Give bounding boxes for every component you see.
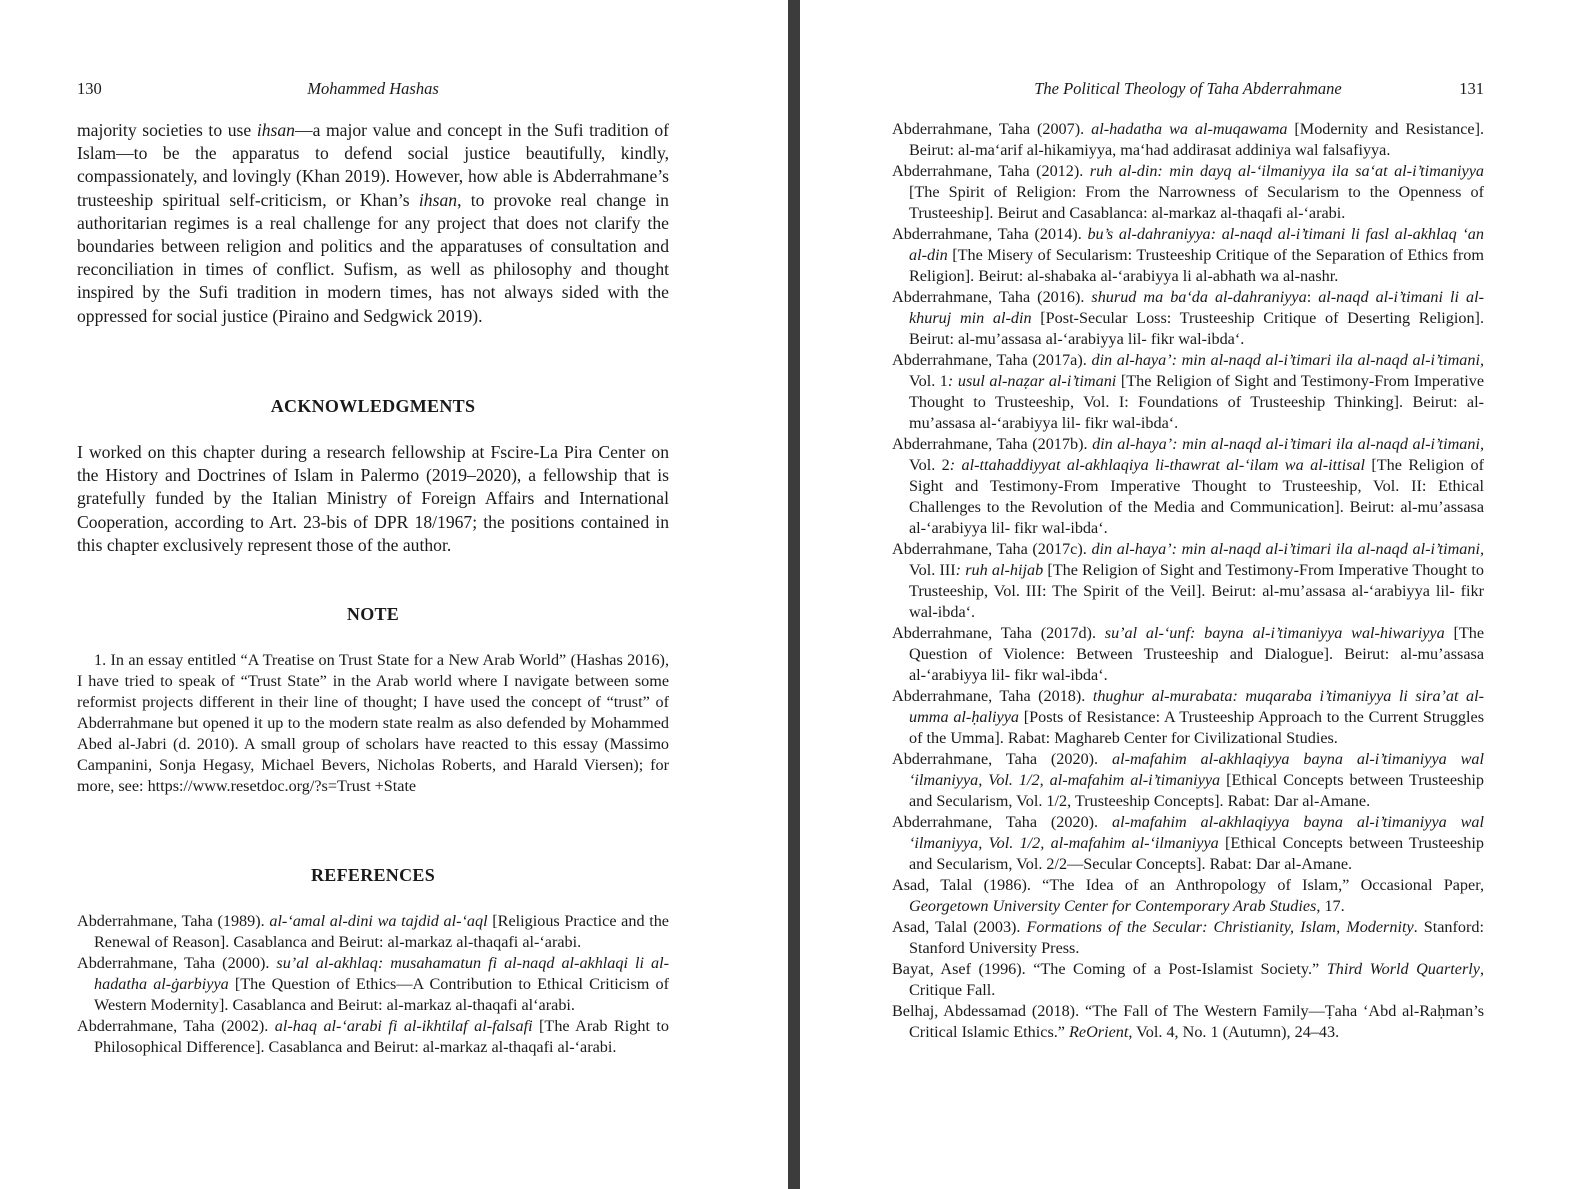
right-running-head: The Political Theology of Taha Abderrahmane <box>1034 79 1342 98</box>
reference-entry: Bayat, Asef (1996). “The Coming of a Post-Islamist Society.” Third World Quarterly, Critique Fall. <box>892 960 1484 999</box>
note-heading: NOTE <box>346 604 400 624</box>
continuation-paragraph: majority societies to use ihsan—a major value and concept in the Sufi tradition of Islam—to be the apparatus to defend social justice beautifully, kindly, compassionately, and lovingly (Khan 2019). However, how able is Abderrahmane’s trusteeship spiritual self-criticism, or Khan’s ihsan, to provoke real change in authoritarian regimes is a real challenge for any project that does not clarify the boundaries between religion and politics and the apparatuses of consultation and reconciliation in times of conflict. Sufism, as well as philosophy and thought inspired by the Sufi tradition in modern times, has not always sided with the oppressed for social justice (Piraino and Sedgwick 2019). <box>77 120 669 326</box>
reference-entry: Abderrahmane, Taha (2020). al-mafahim al-akhlaqiyya bayna al-i’timaniyya wal ‘ilmaniyya, Vol. 1/2, al-mafahim al-i’timaniyya [Ethical Concepts between Trusteeship and Secularism, Vol. 1/2, Trusteeship Concepts]. Rabat: Dar al-Amane. <box>892 750 1485 810</box>
reference-entry: Abderrahmane, Taha (2017a). din al-haya’: min al-naqd al-i’timari ila al-naqd al-i’timani, Vol. 1: usul al-naẓar al-i’timani [The Religion of Sight and Testimony-From Imperative Thought to Trusteeship, Vol. I: Foundations of Trusteeship Thinking]. Beirut: al-mu’assasa al-‘arabiyya lil- fikr wal-ibda‘. <box>892 351 1485 432</box>
italic-title: din al-haya’: min al-naqd al-i’timari ila al-naqd al-i’timani, <box>1092 435 1484 453</box>
left-running-head: Mohammed Hashas <box>307 79 439 98</box>
italic-title: al-mafahim al-akhlaqiyya bayna al-i’timaniyya wal ‘ilmaniyya, Vol. 1/2, al-mafahim al-i’timaniyya <box>909 750 1485 789</box>
reference-entry: Abderrahmane, Taha (2007). al-hadatha wa al-muqawama [Modernity and Resistance]. Beirut: al-ma‘arif al-hikamiyya, ma‘had addirasat addiniya wal falsafiyya. <box>892 120 1485 159</box>
reference-entry: Abderrahmane, Taha (2016). shurud ma ba‘da al-dahraniyya: al-naqd al-i’timani li al-khuruj min al-din [Post-Secular Loss: Trusteeship Critique of Deserting Religion]. Beirut: al-mu’assasa al-‘arabiyya lil- fikr wal-ibda‘. <box>892 288 1485 348</box>
reference-entry: Abderrahmane, Taha (2020). al-mafahim al-akhlaqiyya bayna al-i’timaniyya wal ‘ilmaniyya, Vol. 1/2, al-mafahim al-‘ilmaniyya [Ethical Concepts between Trusteeship and Secularism, Vol. 2/2—Secular Concepts]. Rabat: Dar al-Amane. <box>892 813 1485 873</box>
italic-title: Formations of the Secular: Christianity, Islam, Modernity <box>1026 918 1414 936</box>
italic-title: thughur al-murabata: muqaraba i’timaniyya li sira’at al-umma al-ḥaliyya <box>909 687 1484 726</box>
right-page <box>800 0 1587 1189</box>
left-page-number: 130 <box>77 79 102 98</box>
reference-entry: Asad, Talal (1986). “The Idea of an Anthropology of Islam,” Occasional Paper, Georgetown University Center for Contemporary Arab Studies, 17. <box>892 876 1484 915</box>
italic-title: din al-haya’: min al-naqd al-i’timari ila al-naqd al-i’timani, <box>1091 351 1484 369</box>
italic-title: shurud ma ba‘da al-dahraniyya <box>1091 288 1307 306</box>
note-paragraph: 1. In an essay entitled “A Treatise on Trust State for a New Arab World” (Hashas 2016), I have tried to speak of “Trust State” in the Arab world where I navigate between some reformist projects different in their line of thought; I have used the concept of “trust” of Abderrahmane but opened it up to the modern state realm as also defended by Mohammed Abed al-Jabri (d. 2010). A small group of scholars have reacted to this essay (Massimo Campanini, Sonja Hegasy, Michael Bevers, Nicholas Roberts, and Harald Viersen); for more, see: https://www.resetdoc.org/?s=Trust +State <box>77 651 669 795</box>
italic-title: : al-ttahaddiyyat al-akhlaqiya li-thawrat al-‘ilam wa al-ittisal <box>949 456 1365 474</box>
right-reference-list <box>892 119 1484 1043</box>
italic-title: Georgetown University Center for Contemporary Arab Studies <box>909 897 1317 915</box>
reference-entry: Abderrahmane, Taha (2017c). din al-haya’: min al-naqd al-i’timari ila al-naqd al-i’timani, Vol. III: ruh al-hijab [The Religion of Sight and Testimony-From Imperative Thought to Trusteeship, Vol. III: The Spirit of the Veil]. Beirut: al-mu’assasa al-‘arabiyya lil- fikr wal-ibda‘. <box>892 540 1484 621</box>
reference-entry: Abderrahmane, Taha (2017b). din al-haya’: min al-naqd al-i’timari ila al-naqd al-i’timani, Vol. 2: al-ttahaddiyyat al-akhlaqiya li-thawrat al-‘ilam wa al-ittisal [The Religion of Sight and Testimony-From Imperative Thought to Trusteeship, Vol. II: Ethical Challenges to the Revolution of the Media and Communication]. Beirut: al-mu’assasa al-‘arabiyya lil- fikr wal-ibda‘. <box>892 435 1484 537</box>
italic-title: Third World Quarterly <box>1326 960 1480 978</box>
reference-entry: Abderrahmane, Taha (2002). al-haq al-‘arabi fi al-ikhtilaf al-falsafi [The Arab Right to Philosophical Difference]. Casablanca and Beirut: al-markaz al-thaqafi al-‘arabi. <box>77 1017 670 1056</box>
reference-entry: Abderrahmane, Taha (2017d). su’al al-‘unf: bayna al-i’timaniyya wal-hiwariyya [The Question of Violence: Between Trusteeship and Dialogue]. Beirut: al-mu’assasa al-‘arabiyya lil- fikr wal-ibda‘. <box>892 624 1485 684</box>
reference-entry: Abderrahmane, Taha (2014). bu’s al-dahraniyya: al-naqd al-i’timani li fasl al-akhlaq ‘an al-din [The Misery of Secularism: Trusteeship Critique of the Separation of Ethics from Religion]. Beirut: al-shabaka al-‘arabiyya li al-abhath wa al-nashr. <box>892 225 1484 285</box>
italic-title: ihsan <box>256 120 295 140</box>
italic-title: ruh al-din: min dayq al-‘ilmaniyya ila sa‘at al-i’timaniyya <box>1089 162 1485 180</box>
italic-title: ReOrient <box>1069 1023 1129 1041</box>
left-reference-list <box>77 911 669 1058</box>
italic-title: : ruh al-hijab <box>955 561 1044 579</box>
italic-title: al-hadatha wa al-muqawama <box>1091 120 1288 138</box>
italic-title: al-haq al-‘arabi fi al-ikhtilaf al-falsafi <box>274 1017 533 1035</box>
italic-title: su’al al-‘unf: bayna al-i’timaniyya wal-hiwariyya <box>1104 624 1445 642</box>
acknowledgments-paragraph: I worked on this chapter during a research fellowship at Fscire-La Pira Center on the History and Doctrines of Islam in Palermo (2019–2020), a fellowship that is gratefully funded by the Italian Ministry of Foreign Affairs and International Cooperation, according to Art. 23-bis of DPR 18/1967; the positions contained in this chapter exclusively represent those of the author. <box>77 442 669 555</box>
reference-entry: Asad, Talal (2003). Formations of the Secular: Christianity, Islam, Modernity. Stanford: Stanford University Press. <box>892 918 1484 957</box>
italic-title: al-‘amal al-dini wa tajdid al-‘aql <box>269 912 488 930</box>
reference-entry: Abderrahmane, Taha (2018). thughur al-murabata: muqaraba i’timaniyya li sira’at al-umma al-ḥaliyya [Posts of Resistance: A Trusteeship Approach to the Current Struggles of the Umma]. Rabat: Maghareb Center for Civilizational Studies. <box>892 687 1484 747</box>
reference-entry: Abderrahmane, Taha (1989). al-‘amal al-dini wa tajdid al-‘aql [Religious Practice and the Renewal of Reason]. Casablanca and Beirut: al-markaz al-thaqafi al-‘arabi. <box>77 912 669 951</box>
italic-title: bu’s al-dahraniyya: al-naqd al-i’timani li fasl al-akhlaq ‘an al-din <box>909 225 1484 264</box>
reference-entry: Abderrahmane, Taha (2012). ruh al-din: min dayq al-‘ilmaniyya ila sa‘at al-i’timaniyya [The Spirit of Religion: From the Narrowness of Secularism to the Openness of Trusteeship]. Beirut and Casablanca: al-markaz al-thaqafi al-‘arabi. <box>892 162 1485 222</box>
italic-title: al-mafahim al-akhlaqiyya bayna al-i’timaniyya wal ‘ilmaniyya, Vol. 1/2, al-mafahim al-‘ilmaniyya <box>909 813 1485 852</box>
left-page <box>0 0 788 1189</box>
references-heading: REFERENCES <box>310 865 436 885</box>
italic-title: din al-haya’: min al-naqd al-i’timari ila al-naqd al-i’timani, <box>1091 540 1484 558</box>
acknowledgments-heading: ACKNOWLEDGMENTS <box>270 396 476 416</box>
right-page-number: 131 <box>1459 79 1484 98</box>
italic-title: ihsan <box>418 189 458 210</box>
reference-entry: Belhaj, Abdessamad (2018). “The Fall of The Western Family—Ṭaha ‘Abd al-Raḥman’s Critical Islamic Ethics.” ReOrient, Vol. 4, No. 1 (Autumn), 24–43. <box>892 1002 1484 1041</box>
page-gutter <box>788 0 800 1189</box>
italic-title: al-naqd al-i’timani li al-khuruj min al-din <box>909 288 1485 327</box>
italic-title: : usul al-naẓar al-i’timani <box>947 372 1117 390</box>
reference-entry: Abderrahmane, Taha (2000). su’al al-akhlaq: musahamatun fi al-naqd al-akhlaqi li al-hadatha al-ġarbiyya [The Question of Ethics—A Contribution to Ethical Criticism of Western Modernity]. Casablanca and Beirut: al-markaz al-thaqafi al‘arabi. <box>77 954 669 1014</box>
italic-title: su’al al-akhlaq: musahamatun fi al-naqd al-akhlaqi li al-hadatha al-ġarbiyya <box>94 954 669 993</box>
